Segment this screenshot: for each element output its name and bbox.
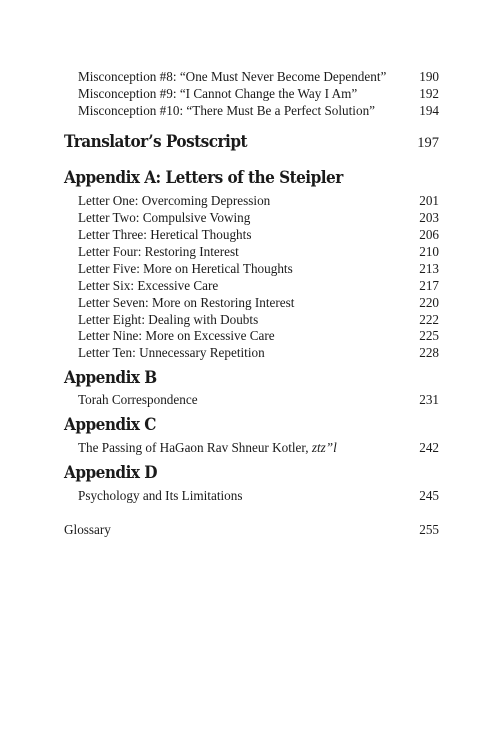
toc-entry-torah-correspondence[interactable] (78, 391, 439, 408)
toc-heading-title: Translator’s Postscript (64, 132, 248, 152)
toc-heading-title: Appendix B (64, 368, 157, 388)
toc-entry-title: Letter Two: Compulsive Vowing (78, 210, 251, 225)
toc-entry-page: 225 (419, 328, 439, 343)
toc-entry-letter-4[interactable] (78, 243, 439, 260)
toc-heading-appendix-c[interactable] (64, 415, 166, 435)
toc-entry-misconception-8[interactable] (78, 68, 439, 85)
toc-entry-title: Letter Ten: Unnecessary Repetition (78, 345, 265, 360)
toc-entry-psychology-limitations[interactable] (78, 487, 439, 504)
toc-entry-title: Letter Nine: More on Excessive Care (78, 328, 275, 343)
toc-entry-letter-3[interactable] (78, 226, 439, 243)
toc-entry-page: 217 (419, 278, 439, 293)
toc-entry-misconception-9[interactable] (78, 85, 439, 102)
toc-entry-letter-2[interactable] (78, 209, 439, 226)
toc-entry-title-italic: ztz”l (311, 440, 337, 455)
toc-entry-title: Psychology and Its Limitations (78, 488, 243, 503)
toc-entry-page: 222 (419, 312, 439, 327)
toc-entry-page: 255 (419, 522, 439, 537)
toc-entry-title: Letter Three: Heretical Thoughts (78, 227, 252, 242)
toc-entry-title: Letter Six: Excessive Care (78, 278, 219, 293)
toc-entry-title: Misconception #10: “There Must Be a Perfect Solution” (78, 103, 376, 118)
toc-entry-page: 213 (419, 261, 439, 276)
toc-entry-letter-8[interactable] (78, 311, 439, 328)
toc-heading-appendix-b[interactable] (64, 368, 167, 388)
toc-entry-letter-7[interactable] (78, 294, 439, 311)
toc-entry-page: 228 (419, 345, 439, 360)
toc-entry-letter-10[interactable] (78, 344, 439, 361)
toc-heading-title: Appendix C (64, 415, 156, 435)
toc-heading-appendix-d[interactable] (64, 463, 167, 483)
toc-entry-page: 201 (419, 193, 439, 208)
toc-entry-page: 245 (419, 488, 439, 503)
toc-entry-title: Misconception #8: “One Must Never Become Dependent” (78, 69, 387, 84)
toc-entry-title: Glossary (64, 522, 111, 537)
toc-entry-glossary[interactable] (64, 521, 439, 538)
toc-entry-letter-6[interactable] (78, 277, 439, 294)
toc-entry-title: Letter Eight: Dealing with Doubts (78, 312, 259, 327)
toc-entry-page: 206 (419, 227, 439, 242)
toc-entry-page: 242 (419, 440, 439, 455)
toc-entry-letter-1[interactable] (78, 192, 439, 209)
toc-entry-page: 190 (419, 69, 439, 84)
toc-entry-title (78, 439, 337, 456)
toc-entry-title-text: The Passing of HaGaon Rav Shneur Kotler, (78, 440, 312, 455)
toc-entry-title: Torah Correspondence (78, 392, 198, 407)
toc-heading-page: 197 (417, 135, 439, 151)
toc-entry-title: Letter Four: Restoring Interest (78, 244, 239, 259)
toc-entry-passing-rav-kotler[interactable] (78, 439, 439, 456)
toc-entry-page: 220 (419, 295, 439, 310)
toc-entry-page: 231 (419, 392, 439, 407)
toc-entry-page: 203 (419, 210, 439, 225)
toc-entry-letter-5[interactable] (78, 260, 439, 277)
toc-entry-title: Misconception #9: “I Cannot Change the Way I Am” (78, 86, 358, 101)
toc-entry-title: Letter Five: More on Heretical Thoughts (78, 261, 293, 276)
toc-heading-title: Appendix A: Letters of the Steipler (64, 168, 343, 188)
toc-entry-title: Letter One: Overcoming Depression (78, 193, 271, 208)
toc-entry-page: 210 (419, 244, 439, 259)
toc-entry-misconception-10[interactable] (78, 102, 439, 119)
toc-heading-postscript[interactable] (64, 132, 439, 152)
toc-entry-letter-9[interactable] (78, 327, 439, 344)
toc-heading-appendix-a[interactable] (64, 168, 374, 188)
toc-entry-title: Letter Seven: More on Restoring Interest (78, 295, 295, 310)
toc-entry-page: 194 (419, 103, 439, 118)
toc-entry-page: 192 (419, 86, 439, 101)
toc-heading-title: Appendix D (64, 463, 157, 483)
